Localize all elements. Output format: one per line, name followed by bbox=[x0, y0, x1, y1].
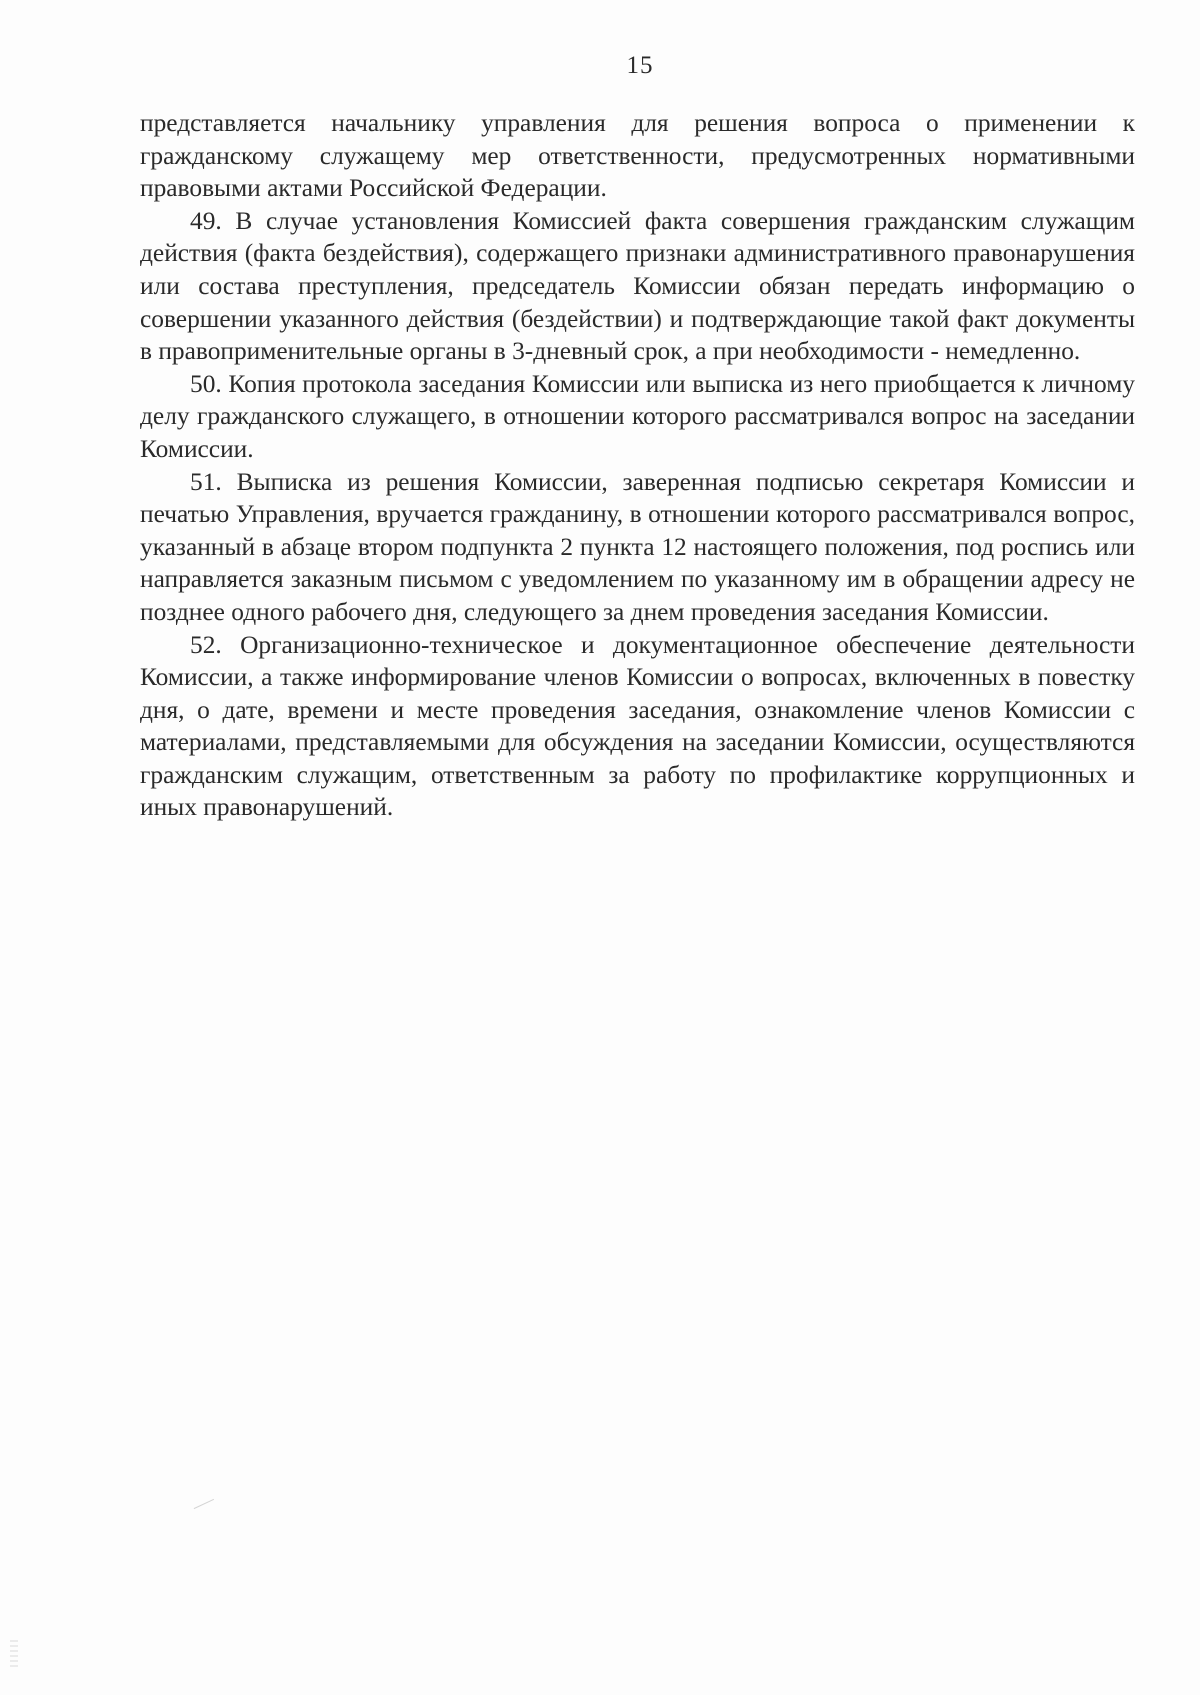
paragraph-text: представляется начальнику управления для решения вопроса о применении к гражданскому служащему мер ответственности, предусмотренных нормативными правовыми актами Российской Федерации. bbox=[140, 109, 1135, 203]
paragraph-text: В случае установления Комиссией факта совершения гражданским служащим действия (факта бездействия), содержащего признаки административного правонарушения или состава преступления, председатель Комиссии обязан передать информацию о совершении указанного действия (бездействии) и подтверждающие такой факт документы в правоприменительные органы в 3-дневный срок, а при необходимости - немедленно. bbox=[140, 206, 1135, 366]
paragraph-50 bbox=[140, 368, 1135, 466]
scan-artifact bbox=[194, 1499, 219, 1518]
paragraph-number: 50. bbox=[190, 369, 222, 398]
scan-edge-artifact bbox=[10, 1640, 18, 1670]
paragraph-number: 51. bbox=[190, 467, 222, 496]
paragraph-text: Организационно-техническое и документационное обеспечение деятельности Комиссии, а также информирование членов Комиссии о вопросах, включенных в повестку дня, о дате, времени и месте проведения заседания, ознакомление членов Комиссии с материалами, представляемыми для обсуждения на заседании Комиссии, осуществляются гражданским служащим, ответственным за работу по профилактике коррупционных и иных правонарушений. bbox=[140, 630, 1135, 822]
paragraph-number: 49. bbox=[190, 206, 222, 235]
paragraph-text: Выписка из решения Комиссии, заверенная подписью секретаря Комиссии и печатью Управления, вручается гражданину, в отношении которого рассматривался вопрос, указанный в абзаце втором подпункта 2 пункта 12 настоящего положения, под роспись или направляется заказным письмом с уведомлением по указанному им в обращении адресу не позднее одного рабочего дня, следующего за днем проведения заседания Комиссии. bbox=[140, 467, 1135, 626]
paragraph-number: 52. bbox=[190, 630, 222, 659]
paragraph-52 bbox=[140, 629, 1135, 825]
paragraph-continuation bbox=[140, 107, 1135, 205]
page-number: 15 bbox=[626, 52, 654, 79]
document-body bbox=[140, 107, 1135, 824]
paragraph-text: Копия протокола заседания Комиссии или выписка из него приобщается к личному делу гражданского служащего, в отношении которого рассматривался вопрос на заседании Комиссии. bbox=[140, 369, 1135, 463]
paragraph-51 bbox=[140, 466, 1135, 629]
paragraph-49 bbox=[140, 205, 1135, 368]
